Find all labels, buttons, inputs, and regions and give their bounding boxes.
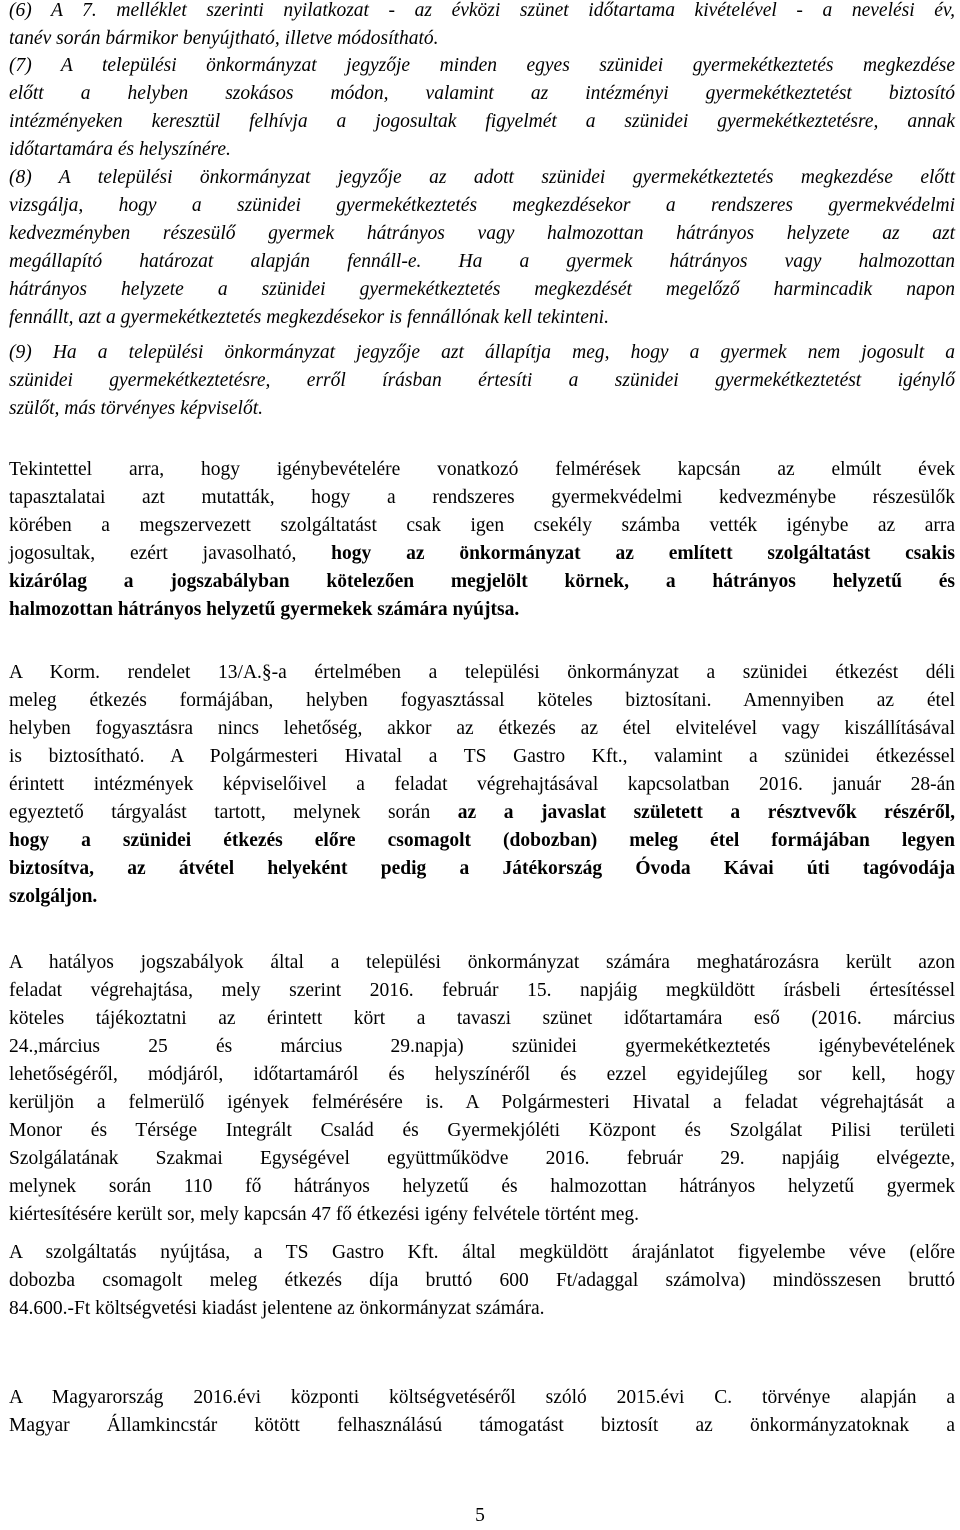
text-segment: köteles tájékoztatni az érintett kört a tavaszi szünet időtartamára eső (2016. március (9, 1008, 955, 1029)
text-segment: A szolgáltatás nyújtása, a TS Gastro Kft. által megküldött árajánlatot figyelembe véve (előre (9, 1242, 955, 1263)
text-line (9, 1117, 955, 1145)
bold-text: hogy az önkormányzat az említett szolgáltatást csakis (331, 543, 955, 564)
text-line (9, 1173, 955, 1201)
text-line (9, 827, 955, 855)
text-segment: (6) A 7. melléklet szerinti nyilatkozat - az évközi szünet időtartama kivételével - a nevelési év, (9, 0, 955, 21)
paragraph-szolgaltatas-nyujtasa (9, 1239, 955, 1323)
text-line (9, 304, 955, 332)
text-line (9, 0, 955, 25)
text-line (9, 715, 955, 743)
text-line (9, 1239, 955, 1267)
text-line (9, 1267, 955, 1295)
text-line (9, 1201, 955, 1229)
text-segment: A Magyarország 2016.évi központi költségvetéséről szóló 2015.évi C. törvénye alapján a (9, 1387, 955, 1408)
text-line (9, 883, 955, 911)
text-segment: érintett intézmények képviselőivel a feladat végrehajtásával kapcsolatban 2016. január 28-án (9, 774, 955, 795)
text-segment: időtartamára és helyszínére. (9, 139, 231, 160)
paragraph-tekintettel (9, 456, 955, 624)
text-segment: A hatályos jogszabályok által a települési önkormányzat számára meghatározásra került azon (9, 952, 955, 973)
text-line (9, 1295, 955, 1323)
paragraph-hatalyos-jogszabalyok (9, 949, 955, 1229)
text-segment: dobozba csomagolt meleg étkezés díja bruttó 600 Ft/adaggal számolva) mindösszesen bruttó (9, 1270, 955, 1291)
text-line (9, 164, 955, 192)
bold-text: hogy a szünidei étkezés előre csomagolt (dobozban) meleg étel formájában legyen (9, 830, 955, 851)
text-segment: lehetőségéről, módjáról, időtartamáról és helyszínéről és ezzel egyidejűleg sor kell, hogy (9, 1064, 955, 1085)
text-line (9, 192, 955, 220)
text-segment: egyeztető tárgyalást tartott, melynek során (9, 802, 458, 823)
paragraph-kozponti-koltsegvetes (9, 1384, 955, 1440)
text-segment: intézményeken keresztül felhívja a jogosultak figyelmét a szünidei gyermekétkeztetésre, annak (9, 111, 955, 132)
text-line (9, 568, 955, 596)
text-line (9, 220, 955, 248)
text-line (9, 512, 955, 540)
text-line (9, 367, 955, 395)
text-line (9, 1384, 955, 1412)
text-line (9, 1089, 955, 1117)
text-line (9, 659, 955, 687)
text-line (9, 1412, 955, 1440)
text-segment: melynek során 110 fő hátrányos helyzetű és halmozottan hátrányos helyzetű gyermek (9, 1176, 955, 1197)
text-line (9, 855, 955, 883)
text-segment: megállapító határozat alapján fennáll-e. Ha a gyermek hátrányos vagy halmozottan (9, 251, 955, 272)
bold-text: halmozottan hátrányos helyzetű gyermekek számára nyújtsa. (9, 599, 520, 620)
text-line (9, 1061, 955, 1089)
paragraph-9 (9, 339, 955, 423)
page-number: 5 (475, 1505, 485, 1526)
text-segment: fennállt, azt a gyermekétkeztetés megkezdésekor is fennállónak kell tekinteni. (9, 307, 609, 328)
bold-text: biztosítva, az átvétel helyeként pedig a Játékország Óvoda Kávai úti tagóvodája (9, 858, 955, 879)
text-line (9, 1005, 955, 1033)
text-segment: szünidei gyermekétkeztetésre, erről írásban értesíti a szünidei gyermekétkeztetést igénylő (9, 370, 955, 391)
text-segment: kerüljön a felmerülő igények felmérésére is. A Polgármesteri Hivatal a feladat végrehajtását a (9, 1092, 955, 1113)
text-segment: 84.600.-Ft költségvetési kiadást jelentene az önkormányzat számára. (9, 1298, 545, 1319)
text-segment: előtt a helyben szokásos módon, valamint az intézményi gyermekétkeztetést biztosító (9, 83, 955, 104)
text-segment: Szolgálatának Szakmai Egységével együttműködve 2016. február 29. napjáig elvégezte, (9, 1148, 955, 1169)
text-line (9, 456, 955, 484)
text-segment: hátrányos helyzete a szünidei gyermekétkeztetés megkezdését megelőző harmincadik napon (9, 279, 955, 300)
text-line (9, 80, 955, 108)
text-segment: helyben fogyasztásra nincs lehetőség, akkor az étkezés az étel elvitelével vagy kiszállításával (9, 718, 955, 739)
text-line (9, 799, 955, 827)
text-line (9, 977, 955, 1005)
paragraph-6 (9, 0, 955, 53)
text-segment: kedvezményben részesülő gyermek hátrányos vagy halmozottan hátrányos helyzete az azt (9, 223, 955, 244)
text-line (9, 1033, 955, 1061)
text-segment: körében a megszervezett szolgáltatást csak igen csekély számba vették igénybe az arra (9, 515, 955, 536)
text-line (9, 771, 955, 799)
text-line (9, 248, 955, 276)
text-line (9, 687, 955, 715)
text-segment: kiértesítésére került sor, mely kapcsán 47 fő étkezési igény felvétele történt meg. (9, 1204, 640, 1225)
text-segment: (8) A települési önkormányzat jegyzője az adott szünidei gyermekétkeztetés megkezdése előtt (9, 167, 955, 188)
text-segment: feladat végrehajtása, mely szerint 2016. február 15. napjáig megküldött írásbeli értesítéssel (9, 980, 955, 1001)
text-line (9, 339, 955, 367)
text-segment: 24.,március 25 és március 29.napja) szünidei gyermekétkeztetés igénybevételének (9, 1036, 955, 1057)
paragraph-korm-rendelet (9, 659, 955, 911)
text-line (9, 1145, 955, 1173)
text-segment: tanév során bármikor benyújtható, illetve módosítható. (9, 28, 439, 49)
text-line (9, 136, 955, 164)
text-segment: (9) Ha a települési önkormányzat jegyzője azt állapítja meg, hogy a gyermek nem jogosult a (9, 342, 955, 363)
text-line (9, 484, 955, 512)
bold-text: kizárólag a jogszabályban kötelezően megjelölt körnek, a hátrányos helyzetű és (9, 571, 955, 592)
text-segment: jogosultak, ezért javasolható, (9, 543, 332, 564)
text-segment: Magyar Államkincstár kötött felhasználású támogatást biztosít az önkormányzatoknak a (9, 1415, 955, 1436)
text-line (9, 395, 955, 423)
text-segment: tapasztalatai azt mutatták, hogy a rendszeres gyermekvédelmi kedvezménybe részesülők (9, 487, 955, 508)
text-segment: szülőt, más törvényes képviselőt. (9, 398, 263, 419)
text-segment: meleg étkezés formájában, helyben fogyasztással köteles biztosítani. Amennyiben az étel (9, 690, 955, 711)
text-line (9, 596, 955, 624)
bold-text: az a javaslat született a résztvevők részéről, (457, 802, 955, 823)
text-line (9, 276, 955, 304)
text-line (9, 52, 955, 80)
text-line (9, 25, 955, 53)
paragraph-7 (9, 52, 955, 164)
text-segment: (7) A települési önkormányzat jegyzője minden egyes szünidei gyermekétkeztetés megkezdése (9, 55, 955, 76)
text-line (9, 743, 955, 771)
text-line (9, 108, 955, 136)
text-segment: vizsgálja, hogy a szünidei gyermekétkeztetés megkezdésekor a rendszeres gyermekvédelmi (9, 195, 955, 216)
text-segment: is biztosítható. A Polgármesteri Hivatal a TS Gastro Kft., valamint a szünidei étkezéssel (9, 746, 955, 767)
text-segment: A Korm. rendelet 13/A.§-a értelmében a települési önkormányzat a szünidei étkezést déli (9, 662, 955, 683)
bold-text: szolgáljon. (9, 886, 98, 907)
text-segment: Monor és Térsége Integrált Család és Gyermekjóléti Központ és Szolgálat Pilisi területi (9, 1120, 955, 1141)
paragraph-8 (9, 164, 955, 332)
text-segment: Tekintettel arra, hogy igénybevételére vonatkozó felmérések kapcsán az elmúlt évek (9, 459, 955, 480)
text-line (9, 540, 955, 568)
text-line (9, 949, 955, 977)
